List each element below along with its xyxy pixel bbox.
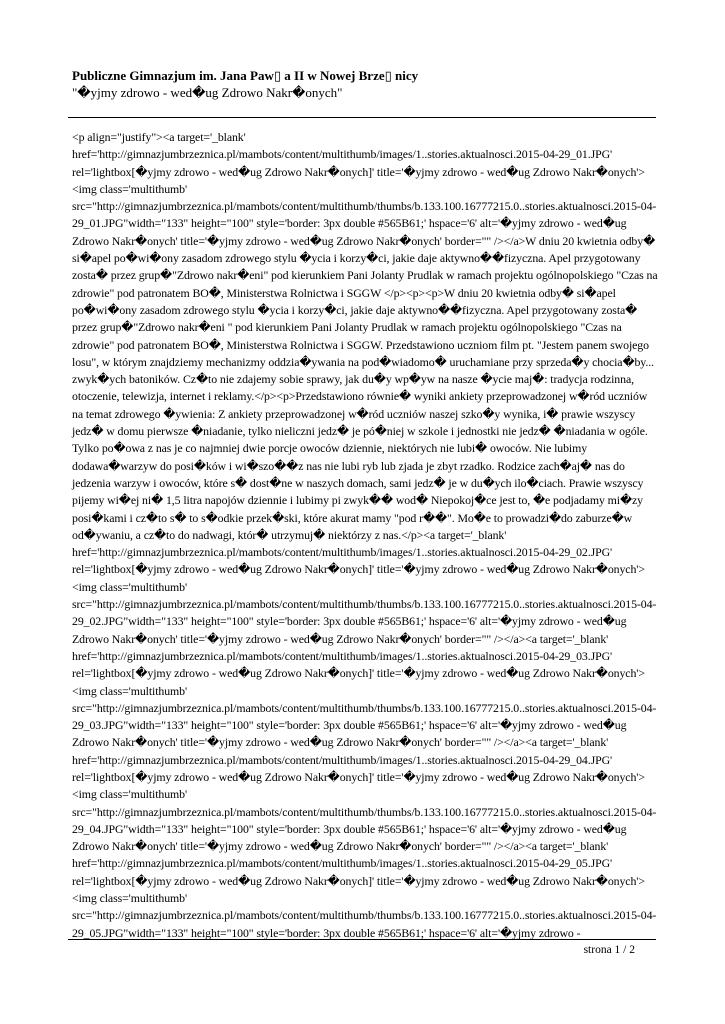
page-number: strona 1 / 2 <box>583 944 635 956</box>
article-body: <p align="justify"><a target='_blank' href='http://gimnazjumbrzeznica.pl/mambots/content/multithumb/images/1..stories.aktualnosci.2015-04-29_01.JPG' rel='lightbox[�yjmy zdrowo - wed�ug Zdrowo Nakr�onych]' title='�yjmy zdrowo - wed�ug Zdrowo Nakr�onych'><img class='multithumb' src="http://gimnazjumbrzeznica.pl/mambots/content/multithumb/thumbs/b.133.100.16777215.0..stories.aktualnosci.2015-04-29_01.JPG"width="133" height="100" style='border: 3px double #565B61;' hspace='6' alt='�yjmy zdrowo - wed�ug Zdrowo Nakr�onych' title='�yjmy zdrowo - wed�ug Zdrowo Nakr�onych' border="" /></a>W dniu 20 kwietnia odby� si�apel po�wi�ony zasadom zdrowego stylu �ycia i korzy�ci, jakie daje aktywno��fizyczna. Apel przygotowany zosta� przez grup�"Zdrowo nakr�eni" pod kierunkiem Pani Jolanty Prudlak w ramach projektu ogólnopolskiego "Czas na zdrowie" pod patronatem BO�, Ministerstwa Rolnictwa i SGGW </p><p><p>W dniu 20 kwietnia odby� si�apel po�wi�ony zasadom zdrowego stylu �ycia i korzy�ci, jakie daje aktywno��fizyczna. Apel przygotowany zosta� przez grup�"Zdrowo nakr�eni " pod kierunkiem Pani Jolanty Prudlak w ramach projektu ogólnopolskiego "Czas na zdrowie" pod patronatem BO�, Ministerstwa Rolnictwa i SGGW. Przedstawiono uczniom film pt. "Jestem panem swojego losu", w którym znajdziemy mechanizmy oddzia�ywania na pod�wiadomo� uruchamiane przy sprzeda�y chocia�by... zwyk�ych batoników. Cz�to nie zdajemy sobie sprawy, jak du�y wp�yw na nasze �ycie maj�: tradycja rodzinna, otoczenie, telewizja, internet i reklamy.</p><p>Przedstawiono równie� wyniki ankiety przeprowadzonej w�ród uczniów na temat zdrowego �ywienia: Z ankiety przeprowadzonej w�ród uczniów naszej szko�y wynika, i� prawie wszyscy jedz� w domu pierwsze �niadanie, tylko nieliczni jedz� je pó�niej w szkole i jednostki nie jedz� �niadania w ogóle. Tylko po�owa z nas je co najmniej dwie porcje owoców dziennie, niektórych nie lubi� owoców. Nie lubimy dodawa�warzyw do posi�ków i wi�szo��z nas nie lubi ryb lub zjada je zbyt rzadko. Rodzice zach�aj� nas do jedzenia warzyw i owoców, które s� dost�ne w naszych domach, sami jedz� je w du�ych ilo�ciach. Prawie wszyscy pijemy wi�ej ni� 1,5 litra napojów dziennie i lubimy pi zwyk�� wod� Niepokoj�ce jest to, �e podjadamy mi�zy posi�kami i cz�to s� to s�odkie przek�ski, które akurat mamy "pod r��". Mo�e to prowadzi�do zaburze�w od�ywaniu, a cz�to do nadwagi, któr� utrzymuj� niektórzy z nas.</p><a target='_blank' href='http://gimnazjumbrzeznica.pl/mambots/content/multithumb/images/1..stories.aktualnosci.2015-04-29_02.JPG' rel='lightbox[�yjmy zdrowo - wed�ug Zdrowo Nakr�onych]' title='�yjmy zdrowo - wed�ug Zdrowo Nakr�onych'><img class='multithumb' src="http://gimnazjumbrzeznica.pl/mambots/content/multithumb/thumbs/b.133.100.16777215.0..stories.aktualnosci.2015-04-29_02.JPG"width="133" height="100" style='border: 3px double #565B61;' hspace='6' alt='�yjmy zdrowo - wed�ug Zdrowo Nakr�onych' title='�yjmy zdrowo - wed�ug Zdrowo Nakr�onych' border="" /></a><a target='_blank' href='http://gimnazjumbrzeznica.pl/mambots/content/multithumb/images/1..stories.aktualnosci.2015-04-29_03.JPG' rel='lightbox[�yjmy zdrowo - wed�ug Zdrowo Nakr�onych]' title='�yjmy zdrowo - wed�ug Zdrowo Nakr�onych'><img class='multithumb' src="http://gimnazjumbrzeznica.pl/mambots/content/multithumb/thumbs/b.133.100.16777215.0..stories.aktualnosci.2015-04-29_03.JPG"width="133" height="100" style='border: 3px double #565B61;' hspace='6' alt='�yjmy zdrowo - wed�ug Zdrowo Nakr�onych' title='�yjmy zdrowo - wed�ug Zdrowo Nakr�onych' border="" /></a><a target='_blank' href='http://gimnazjumbrzeznica.pl/mambots/content/multithumb/images/1..stories.aktualnosci.2015-04-29_04.JPG' rel='lightbox[�yjmy zdrowo - wed�ug Zdrowo Nakr�onych]' title='�yjmy zdrowo - wed�ug Zdrowo Nakr�onych'><img class='multithumb' src="http://gimnazjumbrzeznica.pl/mambots/content/multithumb/thumbs/b.133.100.16777215.0..stories.aktualnosci.2015-04-29_04.JPG"width="133" height="100" style='border: 3px double #565B61;' hspace='6' alt='�yjmy zdrowo - wed�ug Zdrowo Nakr�onych' title='�yjmy zdrowo - wed�ug Zdrowo Nakr�onych' border="" /></a><a target='_blank' href='http://gimnazjumbrzeznica.pl/mambots/content/multithumb/images/1..stories.aktualnosci.2015-04-29_05.JPG' rel='lightbox[�yjmy zdrowo - wed�ug Zdrowo Nakr�onych]' title='�yjmy zdrowo - wed�ug Zdrowo Nakr�onych'><img class='multithumb' src="http://gimnazjumbrzeznica.pl/mambots/content/multithumb/thumbs/b.133.100.16777215.0..stories.aktualnosci.2015-04-29_05.JPG"width="133" height="100" style='border: 3px double #565B61;' hspace='6' alt='�yjmy zdrowo - <box>72 130 658 940</box>
document-subtitle: "�yjmy zdrowo - wed�ug Zdrowo Nakr�onych" <box>72 85 343 100</box>
footer-divider <box>68 939 656 940</box>
header-divider <box>68 117 656 118</box>
page-header <box>72 68 656 101</box>
document-title: Publiczne Gimnazjum im. Jana Paw▯ a II w Nowej Brze▯ nicy <box>72 68 419 83</box>
